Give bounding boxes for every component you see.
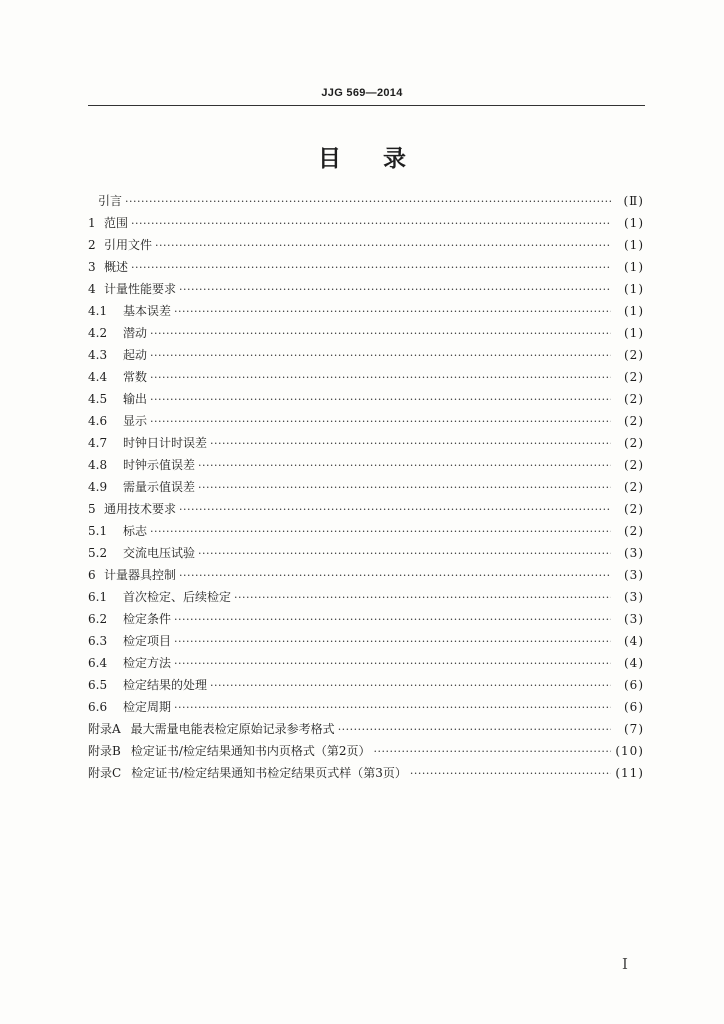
toc-entry-label: 引用文件 bbox=[104, 238, 153, 252]
toc-leader-dots bbox=[210, 433, 611, 455]
toc-entry-number: 4.8 bbox=[88, 458, 108, 472]
toc-entry-label: 通用技术要求 bbox=[104, 502, 177, 516]
toc-entry-label: 检定方法 bbox=[123, 656, 172, 670]
toc-entry-page: (1) bbox=[624, 260, 644, 274]
toc-entry-label: 最大需量电能表检定原始记录参考格式 bbox=[130, 722, 335, 736]
toc-entry-number: 5.1 bbox=[88, 524, 108, 538]
toc-entry-label: 首次检定、后续检定 bbox=[123, 590, 232, 604]
toc-entry-page: (2) bbox=[624, 480, 644, 494]
toc-leader-dots bbox=[150, 345, 611, 367]
toc-entry[interactable] bbox=[88, 322, 644, 344]
toc-entry[interactable] bbox=[88, 476, 644, 498]
toc-entry-number: 6.5 bbox=[88, 678, 108, 692]
toc-entry-label: 计量性能要求 bbox=[104, 282, 177, 296]
toc-entry-number: 6.2 bbox=[88, 612, 108, 626]
toc-entry-label: 常数 bbox=[123, 370, 148, 384]
toc-entry-label: 计量器具控制 bbox=[104, 568, 177, 582]
toc-leader-dots bbox=[150, 521, 611, 543]
toc-leader-dots bbox=[198, 543, 611, 565]
toc-entry-number: 4.9 bbox=[88, 480, 108, 494]
toc-entry-label: 引言 bbox=[98, 194, 123, 208]
toc-entry-label: 范围 bbox=[104, 216, 129, 230]
toc-leader-dots bbox=[150, 367, 611, 389]
toc-entry-page: (2) bbox=[624, 348, 644, 362]
toc-leader-dots bbox=[150, 389, 611, 411]
toc-entry[interactable] bbox=[88, 256, 644, 278]
toc-title: 目录 bbox=[318, 146, 448, 172]
toc-entry-page: (1) bbox=[624, 282, 644, 296]
toc-entry-page: (3) bbox=[624, 568, 644, 582]
toc-entry[interactable] bbox=[88, 344, 644, 366]
toc-leader-dots bbox=[174, 653, 611, 675]
toc-entry-page: (11) bbox=[615, 766, 644, 780]
toc-leader-dots bbox=[174, 301, 611, 323]
toc-leader-dots bbox=[174, 631, 611, 653]
toc-entry-label: 检定项目 bbox=[123, 634, 172, 648]
toc-entry-number: 6.3 bbox=[88, 634, 108, 648]
toc-entry[interactable] bbox=[88, 432, 644, 454]
toc-leader-dots bbox=[234, 587, 611, 609]
toc-entry-number: 6.4 bbox=[88, 656, 108, 670]
toc-entry-label: 标志 bbox=[123, 524, 148, 538]
toc-entry[interactable] bbox=[88, 300, 644, 322]
toc-entry-page: (Ⅱ) bbox=[623, 194, 644, 208]
toc-entry-number: 1 bbox=[88, 216, 96, 230]
toc-entry[interactable] bbox=[88, 718, 644, 740]
toc-leader-dots bbox=[198, 477, 611, 499]
toc-entry-label: 检定结果的处理 bbox=[123, 678, 208, 692]
table-of-contents bbox=[88, 190, 644, 784]
toc-entry-number: 6.1 bbox=[88, 590, 108, 604]
toc-entry-number: 3 bbox=[88, 260, 96, 274]
toc-entry[interactable] bbox=[88, 212, 644, 234]
page-number: I bbox=[622, 955, 628, 973]
toc-entry-label: 起动 bbox=[123, 348, 148, 362]
toc-entry[interactable] bbox=[88, 498, 644, 520]
toc-entry-page: (2) bbox=[624, 458, 644, 472]
toc-leader-dots bbox=[125, 191, 611, 213]
toc-leader-dots bbox=[410, 763, 611, 785]
toc-leader-dots bbox=[210, 675, 611, 697]
toc-entry-number: 附录A bbox=[88, 722, 121, 736]
toc-entry[interactable] bbox=[88, 696, 644, 718]
toc-entry-page: (2) bbox=[624, 414, 644, 428]
toc-leader-dots bbox=[179, 499, 611, 521]
toc-entry-number: 附录C bbox=[88, 766, 122, 780]
toc-leader-dots bbox=[131, 213, 611, 235]
toc-entry-number: 4 bbox=[88, 282, 96, 296]
toc-entry-number: 4.2 bbox=[88, 326, 108, 340]
toc-entry-page: (3) bbox=[624, 590, 644, 604]
toc-leader-dots bbox=[179, 279, 611, 301]
toc-entry[interactable] bbox=[88, 542, 644, 564]
toc-entry-page: (2) bbox=[624, 524, 644, 538]
toc-entry-label: 时钟示值误差 bbox=[123, 458, 196, 472]
toc-entry[interactable] bbox=[88, 564, 644, 586]
toc-entry[interactable] bbox=[88, 278, 644, 300]
toc-entry-number: 4.5 bbox=[88, 392, 108, 406]
toc-entry-number: 5.2 bbox=[88, 546, 108, 560]
toc-entry-number: 2 bbox=[88, 238, 96, 252]
toc-entry-label: 概述 bbox=[104, 260, 129, 274]
toc-entry-page: (2) bbox=[624, 392, 644, 406]
toc-entry[interactable] bbox=[88, 234, 644, 256]
toc-entry-label: 检定周期 bbox=[123, 700, 172, 714]
toc-leader-dots bbox=[174, 697, 611, 719]
toc-entry-page: (1) bbox=[624, 238, 644, 252]
toc-entry-label: 检定证书/检定结果通知书内页格式（第2页） bbox=[130, 744, 371, 758]
toc-entry-page: (1) bbox=[624, 304, 644, 318]
toc-entry-page: (10) bbox=[615, 744, 644, 758]
toc-entry-number: 4.1 bbox=[88, 304, 108, 318]
toc-entry-page: (3) bbox=[624, 612, 644, 626]
toc-entry-number: 5 bbox=[88, 502, 96, 516]
toc-leader-dots bbox=[179, 565, 611, 587]
toc-entry-number: 4.3 bbox=[88, 348, 108, 362]
toc-entry[interactable] bbox=[88, 740, 644, 762]
toc-entry-number: 6.6 bbox=[88, 700, 108, 714]
toc-entry-page: (6) bbox=[624, 678, 644, 692]
toc-entry-page: (4) bbox=[624, 634, 644, 648]
toc-entry[interactable] bbox=[88, 410, 644, 432]
toc-entry-page: (1) bbox=[624, 326, 644, 340]
toc-entry-page: (3) bbox=[624, 546, 644, 560]
toc-entry-number: 6 bbox=[88, 568, 96, 582]
toc-leader-dots bbox=[150, 411, 611, 433]
toc-entry-page: (6) bbox=[624, 700, 644, 714]
toc-entry-label: 交流电压试验 bbox=[123, 546, 196, 560]
toc-entry-label: 潜动 bbox=[123, 326, 148, 340]
toc-entry-number: 4.7 bbox=[88, 436, 108, 450]
toc-leader-dots bbox=[198, 455, 611, 477]
header-code: JJG 569—2014 bbox=[321, 87, 403, 99]
toc-entry[interactable] bbox=[88, 674, 644, 696]
toc-leader-dots bbox=[338, 719, 611, 741]
toc-entry-label: 输出 bbox=[123, 392, 148, 406]
toc-entry[interactable] bbox=[88, 762, 644, 784]
toc-entry[interactable] bbox=[88, 520, 644, 542]
toc-entry-page: (7) bbox=[624, 722, 644, 736]
toc-entry-number: 附录B bbox=[88, 744, 121, 758]
toc-entry[interactable] bbox=[88, 608, 644, 630]
toc-entry[interactable] bbox=[88, 366, 644, 388]
toc-entry-number: 4.6 bbox=[88, 414, 108, 428]
toc-leader-dots bbox=[155, 235, 611, 257]
toc-leader-dots bbox=[150, 323, 611, 345]
header-rule bbox=[88, 105, 645, 106]
toc-leader-dots bbox=[174, 609, 611, 631]
toc-entry-page: (2) bbox=[624, 436, 644, 450]
toc-entry-label: 需量示值误差 bbox=[123, 480, 196, 494]
toc-entry[interactable] bbox=[88, 454, 644, 476]
toc-entry-number: 4.4 bbox=[88, 370, 108, 384]
toc-entry-page: (4) bbox=[624, 656, 644, 670]
toc-entry-label: 显示 bbox=[123, 414, 148, 428]
toc-entry[interactable] bbox=[88, 652, 644, 674]
toc-entry-label: 基本误差 bbox=[123, 304, 172, 318]
toc-entry-label: 时钟日计时误差 bbox=[123, 436, 208, 450]
toc-entry-page: (2) bbox=[624, 502, 644, 516]
toc-leader-dots bbox=[374, 741, 611, 763]
toc-entry-label: 检定证书/检定结果通知书检定结果页式样（第3页） bbox=[131, 766, 407, 780]
toc-entry-page: (2) bbox=[624, 370, 644, 384]
toc-entry[interactable] bbox=[88, 190, 644, 212]
toc-entry-page: (1) bbox=[624, 216, 644, 230]
toc-entry[interactable] bbox=[88, 586, 644, 608]
toc-entry[interactable] bbox=[88, 630, 644, 652]
toc-entry[interactable] bbox=[88, 388, 644, 410]
toc-entry-label: 检定条件 bbox=[123, 612, 172, 626]
toc-leader-dots bbox=[131, 257, 611, 279]
